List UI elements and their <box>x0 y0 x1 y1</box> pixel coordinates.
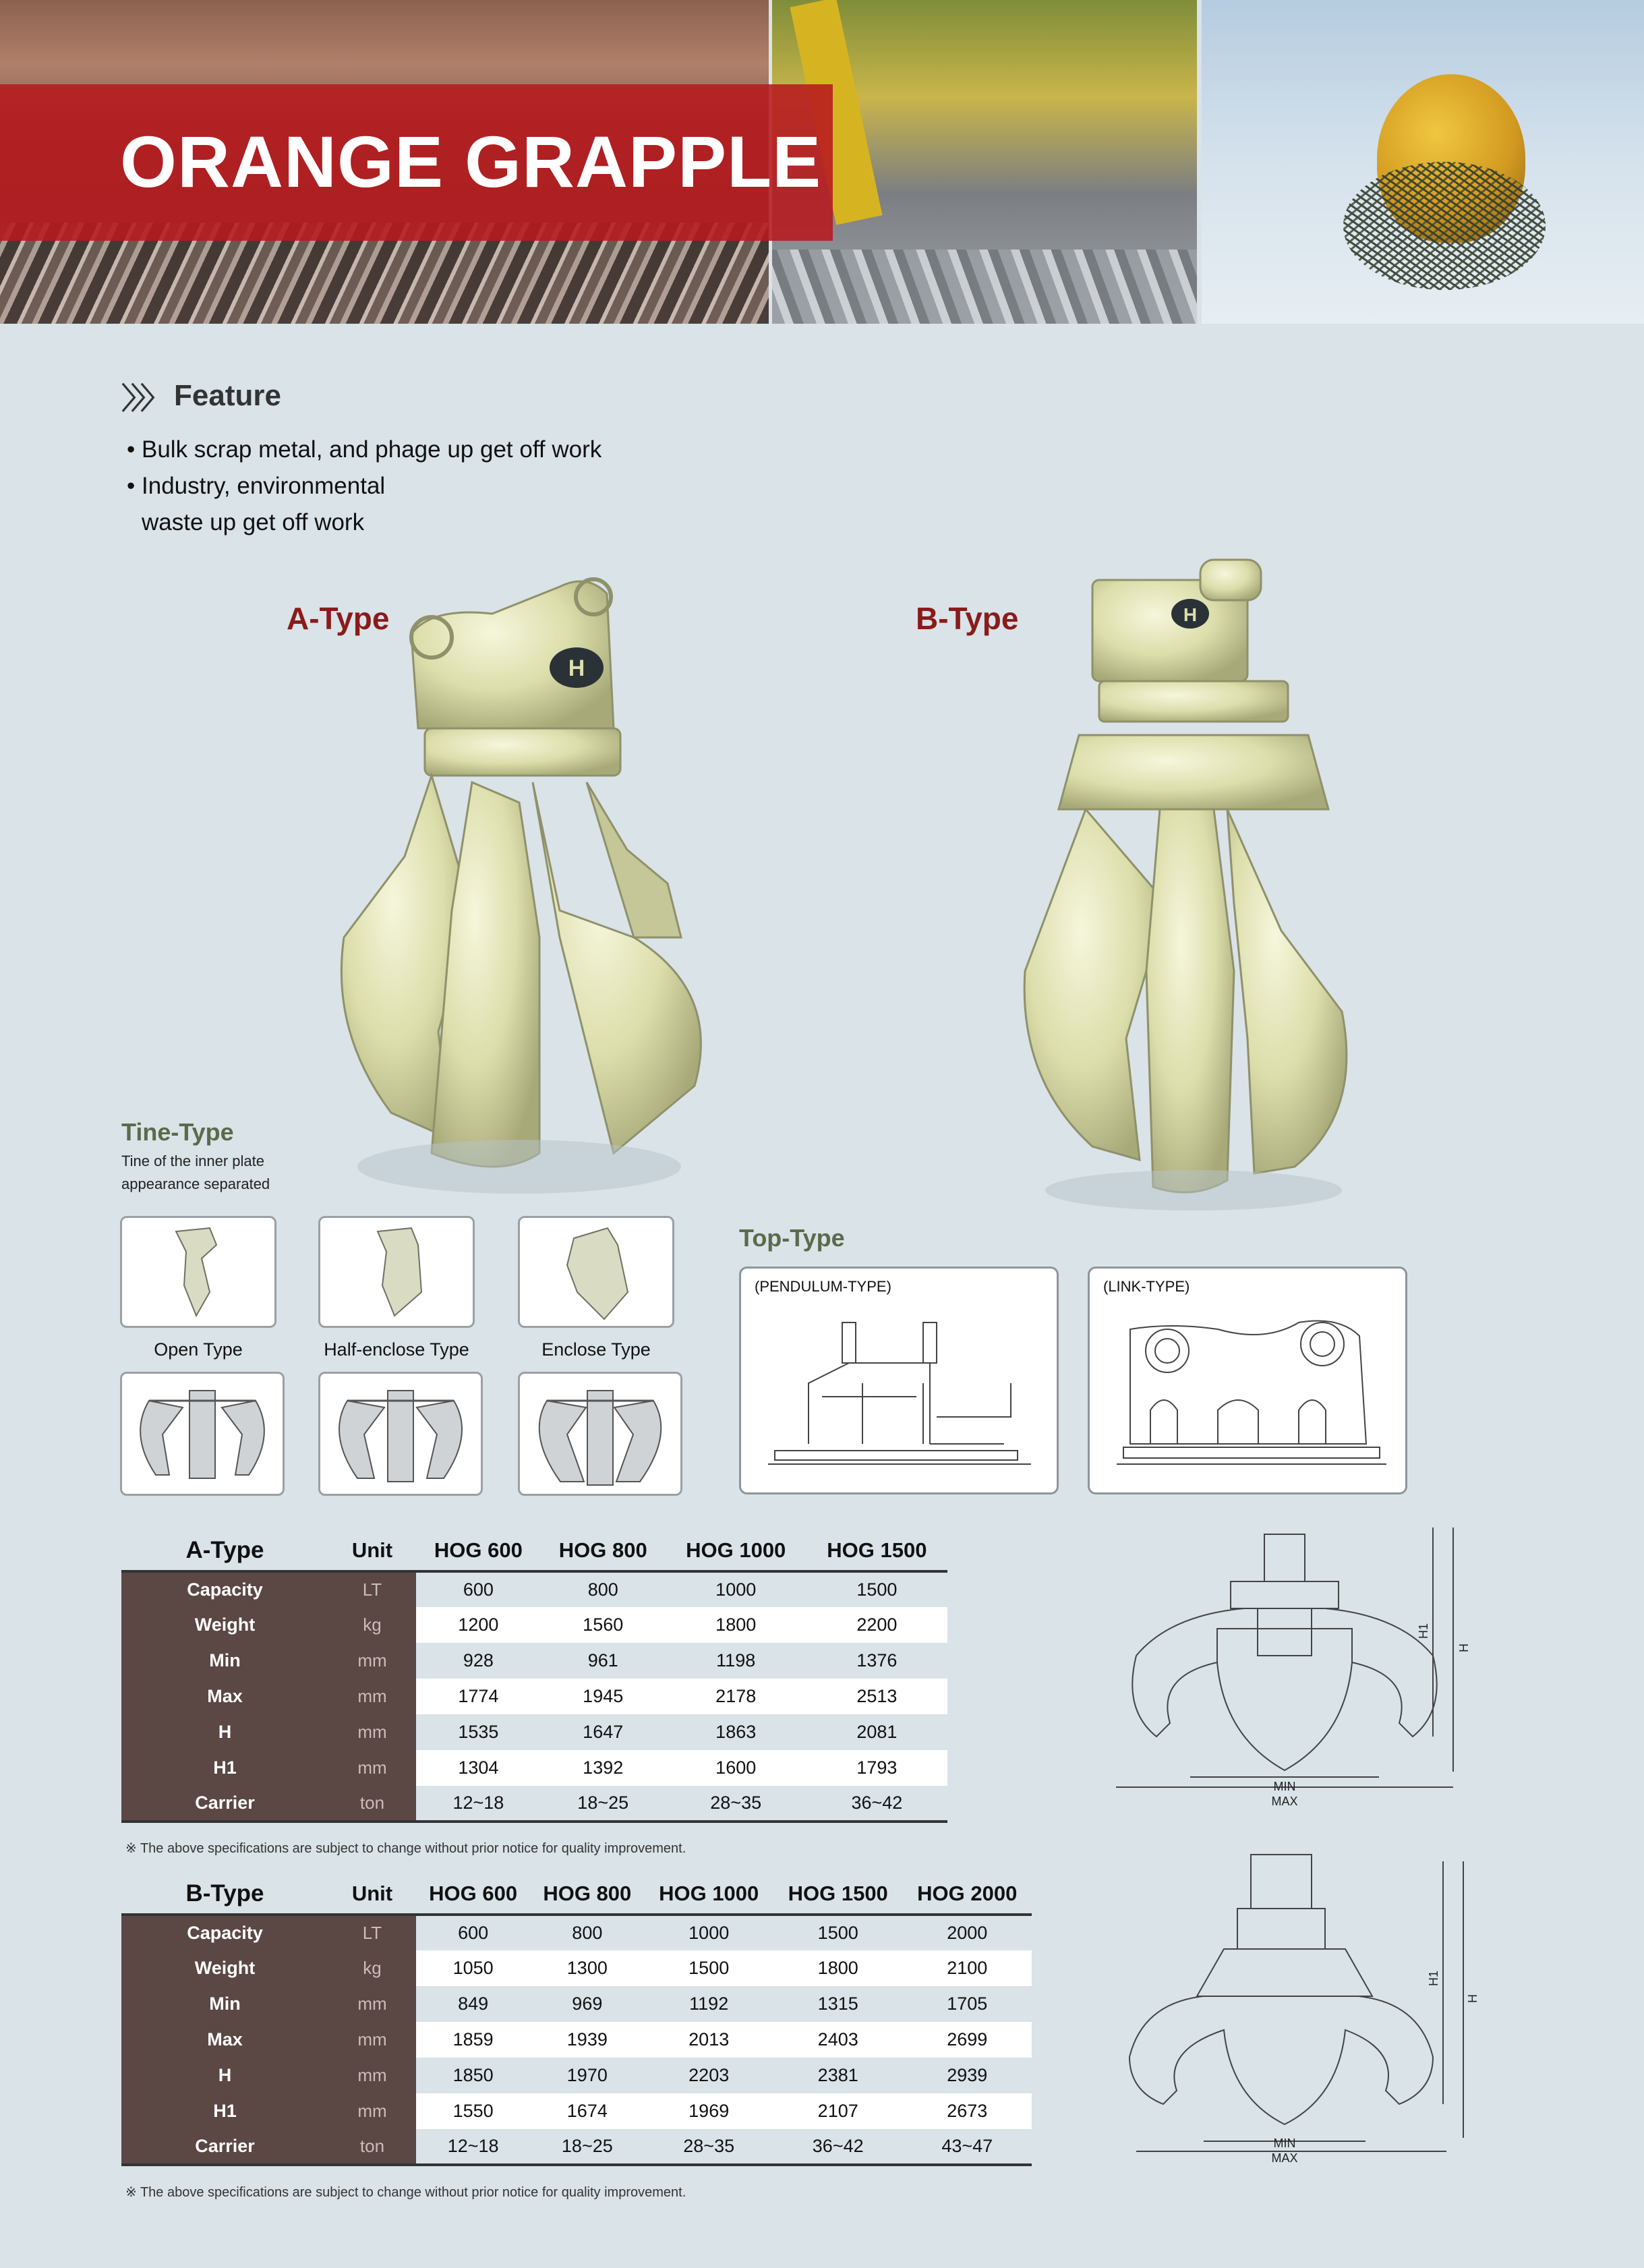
a-table-title: A-Type <box>185 1537 264 1563</box>
model-header: HOG 600 <box>429 1882 518 1905</box>
table-cell: 2081 <box>856 1722 898 1742</box>
table-cell: 1000 <box>644 1915 773 1950</box>
model-header: HOG 600 <box>434 1538 523 1562</box>
open-type-caption: Open Type <box>154 1339 243 1360</box>
b-type-label: B-Type <box>916 601 1019 636</box>
min-label: MIN <box>1273 1780 1296 1793</box>
table-cell: 1500 <box>773 1915 903 1950</box>
table-cell: 1600 <box>666 1750 806 1786</box>
table-cell: 36~42 <box>806 1786 947 1822</box>
b-type-spec-table <box>121 1874 1032 2166</box>
b-type-grapple-image <box>1011 553 1416 1214</box>
table-row <box>121 1986 1032 2022</box>
half-enclose-type-tine-image <box>318 1216 475 1328</box>
table-cell: 2403 <box>773 2022 903 2058</box>
table-cell: 1550 <box>416 2093 530 2129</box>
table-cell: 600 <box>416 1915 530 1950</box>
row-unit: kg <box>328 1950 416 1986</box>
grapple-lifting-photo <box>1202 0 1644 324</box>
table-cell: 800 <box>541 1571 666 1607</box>
table-cell: 2200 <box>806 1607 947 1643</box>
header-banner <box>0 0 1644 324</box>
half-enclose-type-caption: Half-enclose Type <box>324 1339 469 1360</box>
table-row <box>121 1750 947 1786</box>
half-enclose-type-grapple-image <box>318 1372 483 1496</box>
table-cell: 800 <box>530 1915 644 1950</box>
model-header: HOG 1500 <box>827 1538 927 1562</box>
table-cell: 1969 <box>644 2093 773 2129</box>
table-cell: 961 <box>587 1650 618 1670</box>
row-unit: mm <box>328 2093 416 2129</box>
chevrons-icon: 〉〉〉 <box>121 382 165 415</box>
table-row <box>121 2129 1032 2165</box>
row-unit: mm <box>328 1986 416 2022</box>
row-unit: mm <box>328 1679 416 1714</box>
open-type-grapple-image <box>120 1372 285 1496</box>
top-type-title: Top-Type <box>739 1224 845 1252</box>
table-row <box>121 1950 1032 1986</box>
table-cell: 1800 <box>773 1950 903 1986</box>
table-cell: 1705 <box>947 1994 988 2014</box>
table-cell: 2000 <box>902 1915 1032 1950</box>
table-cell: 2939 <box>947 2065 988 2085</box>
row-label: Weight <box>121 1607 328 1643</box>
table-cell: 1000 <box>666 1571 806 1607</box>
excavator-photo <box>772 0 1197 324</box>
row-unit: mm <box>328 1714 416 1750</box>
max-label: MAX <box>1271 2151 1298 2165</box>
row-label: H <box>121 1714 328 1750</box>
pendulum-type-caption: (PENDULUM-TYPE) <box>755 1278 891 1295</box>
a-type-grapple-image <box>317 560 775 1221</box>
table-cell: 12~18 <box>416 1786 541 1822</box>
title-band <box>0 84 833 241</box>
table-cell: 28~35 <box>644 2129 773 2165</box>
table-row <box>121 1915 1032 1950</box>
a-table-note: ※ The above specifications are subject to change without prior notice for quality improvement. <box>125 1841 686 1856</box>
row-label: Capacity <box>121 1915 328 1950</box>
table-row <box>121 2022 1032 2058</box>
table-cell: 969 <box>572 1994 603 2014</box>
feature-heading <box>121 374 281 417</box>
a-table-header <box>121 1531 947 1571</box>
table-cell: 36~42 <box>773 2129 903 2165</box>
table-cell: 1970 <box>566 2065 608 2085</box>
table-cell: 28~35 <box>666 1786 806 1822</box>
row-unit: mm <box>328 1750 416 1786</box>
svg-text:H: H <box>568 656 585 681</box>
table-cell: 2178 <box>666 1679 806 1714</box>
row-label: Weight <box>121 1950 328 1986</box>
model-header: HOG 800 <box>543 1882 632 1905</box>
table-cell: 1500 <box>806 1571 947 1607</box>
table-cell: 1376 <box>856 1650 898 1670</box>
table-cell: 2513 <box>806 1679 947 1714</box>
feature-item: waste up get off work <box>142 509 365 535</box>
table-cell: 1793 <box>806 1750 947 1786</box>
table-row <box>121 1607 947 1643</box>
tine-type-title: Tine-Type <box>121 1118 234 1146</box>
row-unit: ton <box>328 2129 416 2165</box>
row-label: Carrier <box>121 1786 328 1822</box>
table-row <box>121 1679 947 1714</box>
table-cell: 1863 <box>715 1722 757 1742</box>
row-label: Max <box>121 1679 328 1714</box>
table-cell: 1315 <box>817 1994 858 2014</box>
b-table-header <box>121 1874 1032 1915</box>
table-cell: 1647 <box>583 1722 624 1742</box>
feature-title: Feature <box>174 379 281 412</box>
a-type-label: A-Type <box>287 601 390 636</box>
table-row <box>121 2058 1032 2093</box>
table-row <box>121 1643 947 1679</box>
table-row <box>121 1786 947 1822</box>
h-label: H <box>1457 1644 1471 1652</box>
row-unit: mm <box>328 1643 416 1679</box>
a-type-spec-table <box>121 1531 947 1823</box>
table-cell: 1850 <box>452 2065 494 2085</box>
row-unit: LT <box>328 1571 416 1607</box>
h1-label: H1 <box>1417 1623 1430 1639</box>
h-label: H <box>1466 1994 1479 2003</box>
table-cell: 2699 <box>902 2022 1032 2058</box>
table-cell: 1535 <box>458 1722 499 1742</box>
table-row <box>121 2093 1032 2129</box>
table-cell: 1859 <box>416 2022 530 2058</box>
b-type-dimension-diagram <box>1116 1841 1480 2178</box>
link-type-box <box>1088 1267 1407 1494</box>
a-type-dimension-diagram <box>1116 1521 1480 1831</box>
row-unit: LT <box>328 1915 416 1950</box>
table-cell: 1304 <box>416 1750 541 1786</box>
table-cell: 1800 <box>666 1607 806 1643</box>
feature-item: • Industry, environmental <box>127 473 386 499</box>
table-cell: 1198 <box>716 1650 756 1670</box>
table-cell: 1945 <box>541 1679 666 1714</box>
row-unit: mm <box>328 2058 416 2093</box>
model-header: HOG 1500 <box>788 1882 888 1905</box>
model-header: HOG 1000 <box>686 1538 786 1562</box>
feature-item: • Bulk scrap metal, and phage up get off work <box>127 436 602 463</box>
max-label: MAX <box>1271 1795 1298 1808</box>
table-cell: 1192 <box>689 1994 729 2014</box>
table-cell: 1674 <box>530 2093 644 2129</box>
table-cell: 1392 <box>541 1750 666 1786</box>
row-label: H <box>121 2058 328 2093</box>
enclose-type-grapple-image <box>518 1372 682 1496</box>
row-unit: mm <box>328 2022 416 2058</box>
table-cell: 18~25 <box>530 2129 644 2165</box>
table-cell: 849 <box>458 1994 489 2014</box>
page-title: ORANGE GRAPPLE <box>120 121 822 202</box>
row-label: Capacity <box>121 1571 328 1607</box>
model-header: HOG 800 <box>558 1538 647 1562</box>
table-cell: 2381 <box>817 2065 858 2085</box>
h1-label: H1 <box>1427 1970 1440 1986</box>
enclose-type-tine-image <box>518 1216 674 1328</box>
open-type-tine-image <box>120 1216 276 1328</box>
min-label: MIN <box>1273 2136 1296 2150</box>
pendulum-type-drawing <box>755 1309 1045 1484</box>
table-cell: 2673 <box>902 2093 1032 2129</box>
row-unit: kg <box>328 1607 416 1643</box>
table-cell: 600 <box>416 1571 541 1607</box>
table-cell: 1500 <box>644 1950 773 1986</box>
table-cell: 1050 <box>416 1950 530 1986</box>
svg-text:H: H <box>1183 604 1198 625</box>
row-label: Min <box>121 1986 328 2022</box>
table-cell: 2100 <box>902 1950 1032 1986</box>
link-type-caption: (LINK-TYPE) <box>1103 1278 1190 1295</box>
table-cell: 1939 <box>530 2022 644 2058</box>
tine-type-subtitle: Tine of the inner plate appearance separated <box>121 1153 270 1192</box>
table-row <box>121 1714 947 1750</box>
row-label: Carrier <box>121 2129 328 2165</box>
enclose-type-caption: Enclose Type <box>541 1339 651 1360</box>
pendulum-type-box <box>739 1267 1059 1494</box>
table-cell: 43~47 <box>902 2129 1032 2165</box>
feature-list <box>127 432 601 541</box>
unit-header: Unit <box>351 1882 393 1905</box>
b-table-title: B-Type <box>185 1880 264 1907</box>
model-header: HOG 1000 <box>659 1882 759 1905</box>
table-cell: 2107 <box>773 2093 903 2129</box>
row-label: H1 <box>121 1750 328 1786</box>
table-cell: 928 <box>463 1650 494 1670</box>
table-row <box>121 1571 947 1607</box>
row-unit: ton <box>328 1786 416 1822</box>
row-label: Max <box>121 2022 328 2058</box>
row-label: H1 <box>121 2093 328 2129</box>
model-header: HOG 2000 <box>917 1882 1018 1905</box>
unit-header: Unit <box>351 1538 393 1562</box>
b-table-note: ※ The above specifications are subject to change without prior notice for quality improvement. <box>125 2185 686 2200</box>
link-type-drawing <box>1103 1309 1393 1484</box>
table-cell: 1200 <box>416 1607 541 1643</box>
table-cell: 2203 <box>688 2065 730 2085</box>
table-cell: 2013 <box>644 2022 773 2058</box>
table-cell: 18~25 <box>541 1786 666 1822</box>
table-cell: 1774 <box>416 1679 541 1714</box>
table-cell: 12~18 <box>416 2129 530 2165</box>
table-cell: 1560 <box>541 1607 666 1643</box>
row-label: Min <box>121 1643 328 1679</box>
table-cell: 1300 <box>530 1950 644 1986</box>
